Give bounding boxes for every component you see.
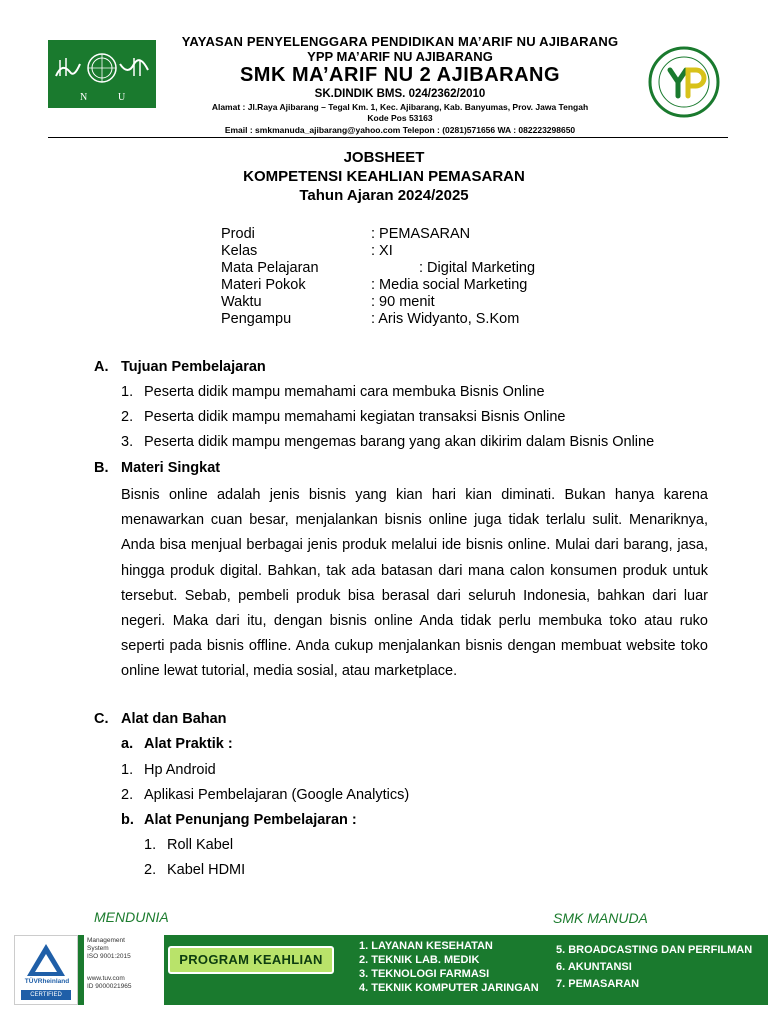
mgmt-line: System: [87, 945, 109, 952]
mgmt-line: ISO 9001:2015: [87, 953, 131, 960]
program-item: 1. LAYANAN KESEHATAN: [359, 940, 493, 952]
school-name: SMK MA’ARIF NU 2 AJIBARANG: [239, 64, 561, 86]
section-title: Materi Singkat: [121, 460, 221, 476]
list-item-text: Aplikasi Pembelajaran (Google Analytics): [144, 787, 410, 803]
section-title: Tujuan Pembelajaran: [121, 359, 266, 375]
section-a-heading: [94, 359, 494, 377]
section-b-heading: [94, 460, 494, 478]
info-label: Prodi: [221, 226, 255, 242]
info-value: : Aris Widyanto, S.Kom: [371, 311, 520, 327]
info-value: : Digital Marketing: [419, 260, 536, 276]
mgmt-system-text: [84, 935, 164, 993]
subsection-title: Alat Penunjang Pembelajaran :: [144, 812, 357, 828]
info-label: Materi Pokok: [221, 277, 306, 293]
address-line: Alamat : Jl.Raya Ajibarang – Tegal Km. 1, Kec. Ajibarang, Kab. Banyumas, Prov. Jawa Tengah: [211, 102, 589, 112]
mgmt-line: Management: [87, 937, 125, 944]
list-item-text: Hp Android: [144, 762, 216, 778]
item-number: 2.: [121, 409, 134, 425]
section-letter: A.: [94, 359, 109, 375]
info-label: Waktu: [221, 294, 262, 310]
info-label: Pengampu: [221, 311, 292, 327]
item-number: 1.: [121, 384, 134, 400]
program-item: 3. TEKNOLOGI FARMASI: [359, 968, 490, 980]
cert-id: ID 9000021965: [87, 983, 132, 990]
header-divider: [48, 137, 728, 138]
tuv-name: TÜVRheinland: [24, 978, 70, 985]
section-letter: C.: [94, 711, 109, 727]
ypp-name: YPP MA’ARIF NU AJIBARANG: [307, 49, 493, 64]
item-number: 1.: [144, 837, 157, 853]
subsection-b-heading: [121, 812, 521, 830]
tuv-triangle-icon: [15, 940, 77, 980]
subsection-letter: b.: [121, 812, 134, 828]
programs-left: [359, 939, 539, 995]
list-item-text: Peserta didik mampu memahami cara membuka Bisnis Online: [144, 384, 545, 400]
school-address: [100, 102, 700, 123]
school-contact: Email : smkmanuda_ajibarang@yahoo.com Telepon : (0281)571656 WA : 082223298650: [224, 125, 576, 135]
subsection-letter: a.: [121, 736, 134, 752]
info-value: : PEMASARAN: [371, 226, 471, 242]
section-letter: B.: [94, 460, 109, 476]
program-item: 2. TEKNIK LAB. MEDIK: [359, 954, 480, 966]
section-c-heading: [94, 711, 494, 729]
program-item: 6. AKUNTANSI: [556, 961, 632, 973]
cert-site: www.tuv.com: [87, 975, 125, 982]
info-value: : 90 menit: [371, 294, 435, 310]
info-label: Kelas: [221, 243, 258, 259]
list-item-text: Peserta didik mampu memahami kegiatan transaksi Bisnis Online: [144, 409, 566, 425]
academic-year: Tahun Ajaran 2024/2025: [299, 187, 469, 204]
info-label: Mata Pelajaran: [221, 260, 319, 276]
item-number: 3.: [121, 434, 134, 450]
info-value: : Media social Marketing: [371, 277, 528, 293]
mgmt-system-box: [84, 935, 164, 1005]
program-label: PROGRAM KEAHLIAN: [168, 946, 334, 974]
program-item: 7. PEMASARAN: [556, 978, 640, 990]
list-item: [121, 434, 133, 450]
list-item: [121, 409, 133, 425]
item-number: 1.: [121, 762, 134, 778]
doc-subtitle: KOMPETENSI KEAHLIAN PEMASARAN: [243, 168, 525, 185]
item-number: 2.: [121, 787, 134, 803]
subsection-title: Alat Praktik :: [144, 736, 233, 752]
nu-letter-u: U: [118, 92, 126, 103]
subsection-a-heading: [121, 736, 421, 754]
postal-code: Kode Pos 53163: [367, 112, 433, 123]
list-item-text: Kabel HDMI: [167, 862, 246, 878]
program-item: 4. TEKNIK KOMPUTER JARINGAN: [359, 982, 539, 994]
list-item-text: Roll Kabel: [167, 837, 234, 853]
decree-number: SK.DINDIK BMS. 024/2362/2010: [314, 88, 486, 100]
info-value: : XI: [371, 243, 393, 259]
item-number: 2.: [144, 862, 157, 878]
tuv-certificate: [14, 935, 78, 1005]
doc-title: JOBSHEET: [343, 149, 425, 166]
footer-tag-right: SMK MANUDA: [553, 910, 648, 926]
list-item-text: Peserta didik mampu mengemas barang yang akan dikirim dalam Bisnis Online: [144, 434, 655, 450]
program-item: 5. BROADCASTING DAN PERFILMAN: [556, 944, 753, 956]
materi-paragraph: Bisnis online adalah jenis bisnis yang kian hari kian diminati. Bukan hanya karena menawarkan cuan besar, menjalankan bisnis online juga tidak terlalu sulit. Menariknya, Anda bisa menjual berbagai jenis produk melalui ide bisnis online. Mulai dari barang, jasa, hingga produk digital. Bahkan, tak ada batasan dari mana calon konsumen produk untuk tersebut. Sebab, pembeli produk bisa berasal dari seluruh Indonesia, bahkan dari luar negeri. Maka dari itu, dengan bisnis online Anda tidak perlu membuka toko atau ruko seperti pada bisnis offline. Anda cukup menjalankan bisnis dengan membuat website toko online lewat tutorial, media sosial, atau marketplace.: [121, 487, 708, 680]
nu-letter-n: N: [80, 92, 88, 103]
foundation-name: YAYASAN PENYELENGGARA PENDIDIKAN MA’ARIF NU AJIBARANG: [181, 34, 619, 49]
list-item: [121, 384, 133, 400]
tuv-badge: CERTIFIED: [21, 990, 71, 1000]
section-title: Alat dan Bahan: [121, 711, 227, 727]
footer-tag-left: MENDUNIA: [94, 909, 169, 925]
programs-right: [556, 942, 752, 993]
